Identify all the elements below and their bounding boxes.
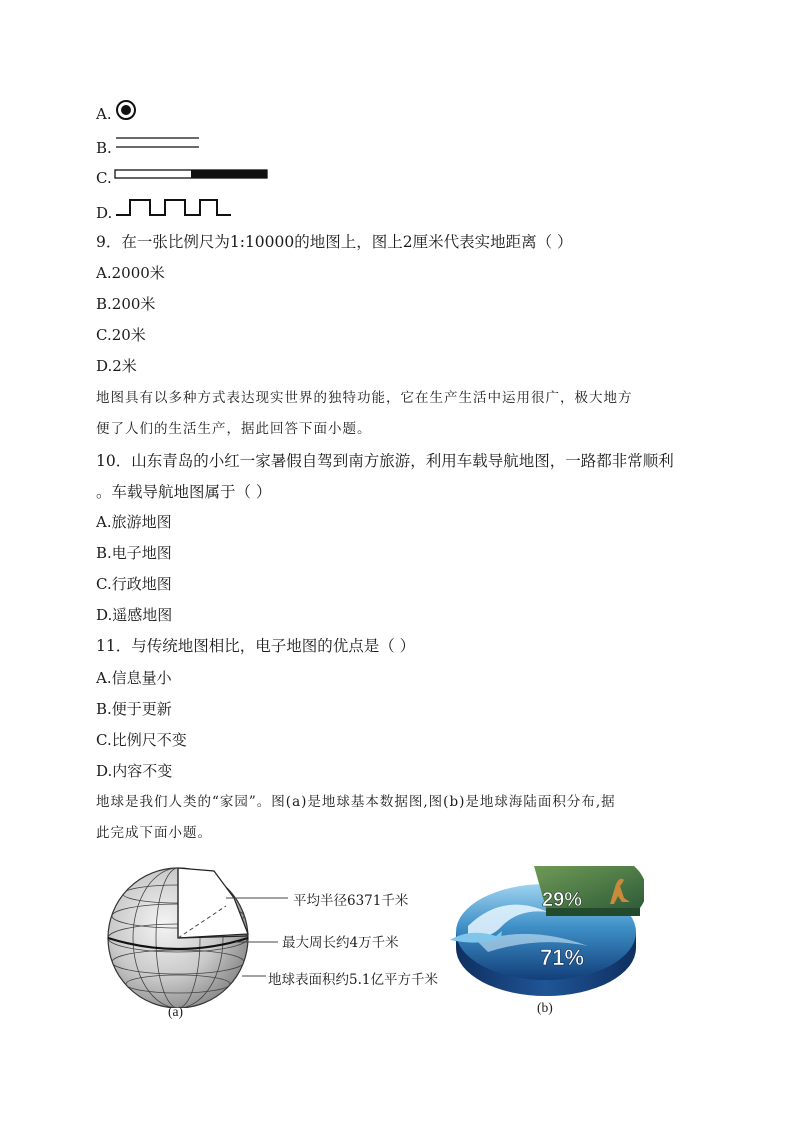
wall-line-symbol bbox=[114, 197, 234, 219]
surface-area-label: 地球表面积约5.1亿平方千米 bbox=[268, 972, 438, 988]
option-a-label: A. bbox=[96, 105, 112, 123]
question-9-option-d: D.2米 bbox=[96, 357, 137, 375]
average-radius-label: 平均半径6371千米 bbox=[293, 893, 409, 909]
question-10-stem-line-1: 10．山东青岛的小红一家暑假自驾到南方旅游，利用车载导航地图，一路都非常顺利 bbox=[96, 452, 674, 470]
passage-1-line-2: 便了人们的生活生产，据此回答下面小题。 bbox=[96, 421, 372, 437]
option-d-label: D. bbox=[96, 204, 113, 222]
passage-1-line-1: 地图具有以多种方式表达现实世界的独特功能，它在生产生活中运用很广，极大地方 bbox=[96, 390, 633, 406]
passage-2-line-1: 地球是我们人类的“家园”。图(a)是地球基本数据图,图(b)是地球海陆面积分布,据 bbox=[96, 794, 616, 810]
option-c-label: C. bbox=[96, 169, 112, 187]
question-11-stem: 11．与传统地图相比，电子地图的优点是（ ） bbox=[96, 637, 416, 655]
question-11-option-b: B.便于更新 bbox=[96, 700, 172, 718]
ocean-percent-label: 71% bbox=[540, 945, 585, 970]
question-9-option-c: C.20米 bbox=[96, 326, 146, 344]
land-percent-label: 29% bbox=[542, 889, 583, 911]
option-b-label: B. bbox=[96, 139, 112, 157]
question-9-option-a: A.2000米 bbox=[96, 264, 165, 282]
question-10-option-b: B.电子地图 bbox=[96, 544, 172, 562]
question-9-option-b: B.200米 bbox=[96, 295, 156, 313]
target-circle-symbol bbox=[115, 99, 139, 123]
question-10-stem-line-2: 。车载导航地图属于（ ） bbox=[96, 483, 272, 501]
land-ocean-pie-chart bbox=[448, 862, 644, 1002]
max-circumference-label: 最大周长约4万千米 bbox=[282, 935, 399, 951]
figure-b-caption: (b) bbox=[537, 1000, 553, 1015]
railway-line-symbol bbox=[114, 167, 272, 183]
question-9-stem: 9．在一张比例尺为1:10000的地图上，图上2厘米代表实地距离（ ） bbox=[96, 233, 573, 251]
question-10-option-d: D.遥感地图 bbox=[96, 606, 173, 624]
question-10-option-c: C.行政地图 bbox=[96, 575, 172, 593]
question-11-option-a: A.信息量小 bbox=[96, 669, 172, 687]
figure-a-caption: (a) bbox=[168, 1004, 183, 1019]
question-11-option-d: D.内容不变 bbox=[96, 762, 173, 780]
double-line-symbol bbox=[115, 136, 205, 152]
question-10-option-a: A.旅游地图 bbox=[96, 513, 172, 531]
question-11-option-c: C.比例尺不变 bbox=[96, 731, 187, 749]
passage-2-line-2: 此完成下面小题。 bbox=[96, 825, 212, 841]
